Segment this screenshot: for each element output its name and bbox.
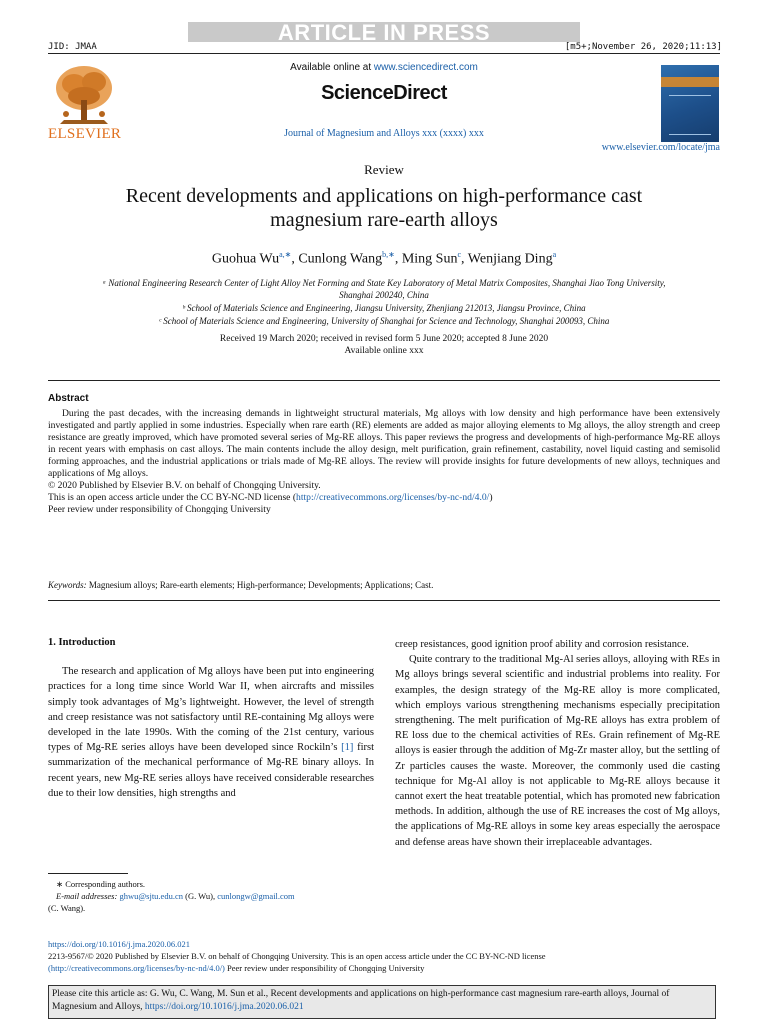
citation-text: Please cite this article as: G. Wu, C. Wang, M. Sun et al., Recent developments and applications on high-performance cast magnesium rare-earth alloys, Journal of Magnesium and Alloys, — [52, 989, 670, 1012]
bottom-license-link[interactable]: (http://creativecommons.org/licenses/by-nc-nd/4.0/) — [48, 963, 225, 973]
intro-left-column — [48, 635, 374, 801]
author-affil-mark[interactable]: a,∗ — [279, 250, 292, 259]
intro-continuation: creep resistances, good ignition proof ability and corrosion resistance. — [395, 639, 689, 650]
email-link-wang[interactable]: cunlongw@gmail.com — [217, 891, 295, 901]
license-suffix: ) — [489, 492, 493, 503]
article-type: Review — [364, 162, 404, 177]
section-heading: 1. Introduction — [48, 637, 116, 648]
footnote-corresponding — [48, 878, 378, 890]
bottom-peer-review: Peer review under responsibility of Chongqing University — [224, 963, 425, 973]
available-online-date: Available online xxx — [344, 346, 424, 356]
footnote-corr: Corresponding authors. — [63, 879, 146, 889]
footnote-email-owner: (C. Wang). — [48, 903, 86, 913]
author-sep: , — [394, 251, 402, 267]
license-line — [48, 962, 720, 974]
keywords-label: Keywords: — [48, 580, 87, 590]
elsevier-wordmark: ELSEVIER — [48, 126, 122, 142]
header-rule — [48, 53, 720, 54]
author-name[interactable]: Guohua Wu — [211, 251, 280, 267]
journal-cover-image — [661, 65, 719, 142]
intro-paragraph-2: Quite contrary to the traditional Mg-Al series alloys, alloying with REs in Mg alloys brings several scientific and industrial problems into reality. For examples, the design strategy of the Mg-RE alloy is more complicated, which employs various strengthening mechanisms especially precipitation strengthening. The melt purification of Mg-RE alloys has extra problem of RE loss due to the chemical activities of REs. Grain refinement of Mg-RE alloys is easier through the addition of Mg-Zr master alloy, but the settling of Zr particles causes the waste. Moreover, the commonly used die casting technique for Mg-Al alloy is not applicable to Mg-RE alloys because it cannot exert the heat treatable potential, which has promoted new fabrication methods. In addition, although the use of RE increases the cost of Mg alloys, the applications of Mg-RE alloys in some key areas especially the aerospace and defense areas have shown their irreplaceable advantages. — [395, 654, 720, 848]
title-line-1: Recent developments and applications on high-performance cast — [125, 185, 643, 207]
intro-paragraph-1 — [48, 664, 374, 801]
intro-text: The research and application of Mg alloys have been put into engineering practices for a long time since World War II, when aircrafts and missiles simply took advantages of Mg’s lightweight. However, the level of strength and creep resistance was not satisfactory until RE-containing Mg alloys were developed in the late 1990s. With the coming of the 21st century, various types of Mg-RE series alloys have been developed since Rockiln’s — [48, 666, 374, 754]
email-label: E-mail addresses: — [56, 891, 118, 901]
affiliation-a-line1: ᵃ National Engineering Research Center of Light Alloy Net Forming and State Key Laboratory of Metal Matrix Composites, Shanghai Jiao Tong University, — [102, 278, 666, 288]
author-affil-mark[interactable]: a — [552, 250, 557, 259]
affiliation-b: ᵇ School of Materials Science and Engineering, Jiangsu University, Zhenjiang 212013, Jiangsu Province, China — [182, 303, 586, 313]
footnote-star: ∗ — [56, 879, 64, 889]
email-owner: (G. Wu), — [182, 891, 218, 901]
author-list — [0, 250, 768, 268]
build-stamp: [m5+;November 26, 2020;11:13] — [564, 42, 722, 52]
author-sep: , — [461, 251, 468, 267]
author-affil-mark[interactable]: c — [457, 250, 462, 259]
journal-id: JID: JMAA — [48, 42, 97, 52]
citation-doi-link[interactable]: https://doi.org/10.1016/j.jma.2020.06.021 — [144, 1002, 304, 1012]
affiliation-c: ᶜ School of Materials Science and Engineering, University of Shanghai for Science and Technology, Shanghai 200093, China — [158, 316, 610, 326]
reference-link[interactable]: [1] — [341, 742, 354, 754]
sciencedirect-link[interactable]: www.sciencedirect.com — [373, 62, 478, 73]
author-name[interactable]: Wenjiang Ding — [467, 251, 553, 267]
issn-line: 2213-9567/© 2020 Published by Elsevier B.V. on behalf of Chongqing University. This is an open access article under the CC BY-NC-ND license — [48, 951, 546, 961]
abstract-license — [48, 492, 720, 504]
abstract-body — [48, 408, 720, 516]
intro-text: first summarization of the mechanical performance of Mg-RE binary alloys. In recent years, new Mg-RE series alloys have received considerable researches due to their low densities, high strengths and — [48, 742, 374, 799]
doi-link[interactable]: https://doi.org/10.1016/j.jma.2020.06.021 — [48, 939, 190, 949]
intro-right-column — [395, 637, 720, 850]
abstract-bottom-rule — [48, 600, 720, 601]
email-link-wu[interactable]: ghwu@sjtu.edu.cn — [119, 891, 183, 901]
available-prefix: Available online at — [290, 62, 374, 73]
citation-box — [48, 985, 716, 1019]
abstract-copyright: © 2020 Published by Elsevier B.V. on behalf of Chongqing University. — [48, 480, 321, 491]
banner-text: ARTICLE IN PRESS — [277, 20, 491, 45]
keywords — [48, 580, 720, 590]
cover-lines — [669, 95, 711, 135]
footnote-emails — [48, 890, 378, 902]
author-affil-mark[interactable]: b,∗ — [382, 250, 395, 259]
journal-homepage-link[interactable]: www.elsevier.com/locate/jma — [601, 142, 720, 153]
abstract-heading: Abstract — [48, 393, 89, 404]
footnote-rule — [48, 873, 128, 874]
author-name[interactable]: Cunlong Wang — [298, 251, 383, 267]
available-online — [0, 62, 768, 73]
keywords-text: Magnesium alloys; Rare-earth elements; High-performance; Developments; Applications; Cast. — [86, 580, 434, 590]
abstract-text: During the past decades, with the increasing demands in lightweight structural materials, Mg alloys with low density and high performance have been extensively investigated and partly applied in some industries. Especially when rare earth (RE) elements are added as major alloying elements to Mg alloys, the alloy strength and creep resistance are greatly improved, which have promoted several series of Mg-RE alloys. This paper reviews the progress and developments of high-performance Mg-RE alloys in recent years with emphasis on cast alloys. The main contents include the alloy design, melt purification, grain refinement, castability, novel liquid casting and semisolid forming approaches, and the industrial applications or trials made of Mg-RE alloys. The review will provide insights for future developments of new alloys, techniques and applications of Mg alloys. — [48, 408, 720, 479]
license-prefix: This is an open access article under the CC BY-NC-ND license ( — [48, 492, 297, 503]
affiliation-a-line2: Shanghai 200240, China — [339, 290, 429, 300]
journal-name[interactable]: Journal of Magnesium and Alloys xxx (xxxx) xxx — [284, 128, 484, 139]
cover-band — [661, 77, 719, 87]
abstract-top-rule — [48, 380, 720, 381]
abstract-peer-review: Peer review under responsibility of Chongqing University — [48, 504, 271, 515]
author-name[interactable]: Ming Sun — [401, 251, 458, 267]
title-line-2: magnesium rare-earth alloys — [270, 209, 498, 231]
article-title — [60, 184, 708, 232]
sciencedirect-brand: ScienceDirect — [321, 82, 447, 104]
author-sep: , — [291, 251, 299, 267]
license-link[interactable]: http://creativecommons.org/licenses/by-nc-nd/4.0/ — [296, 492, 490, 503]
received-dates: Received 19 March 2020; received in revised form 5 June 2020; accepted 8 June 2020 — [219, 334, 549, 344]
